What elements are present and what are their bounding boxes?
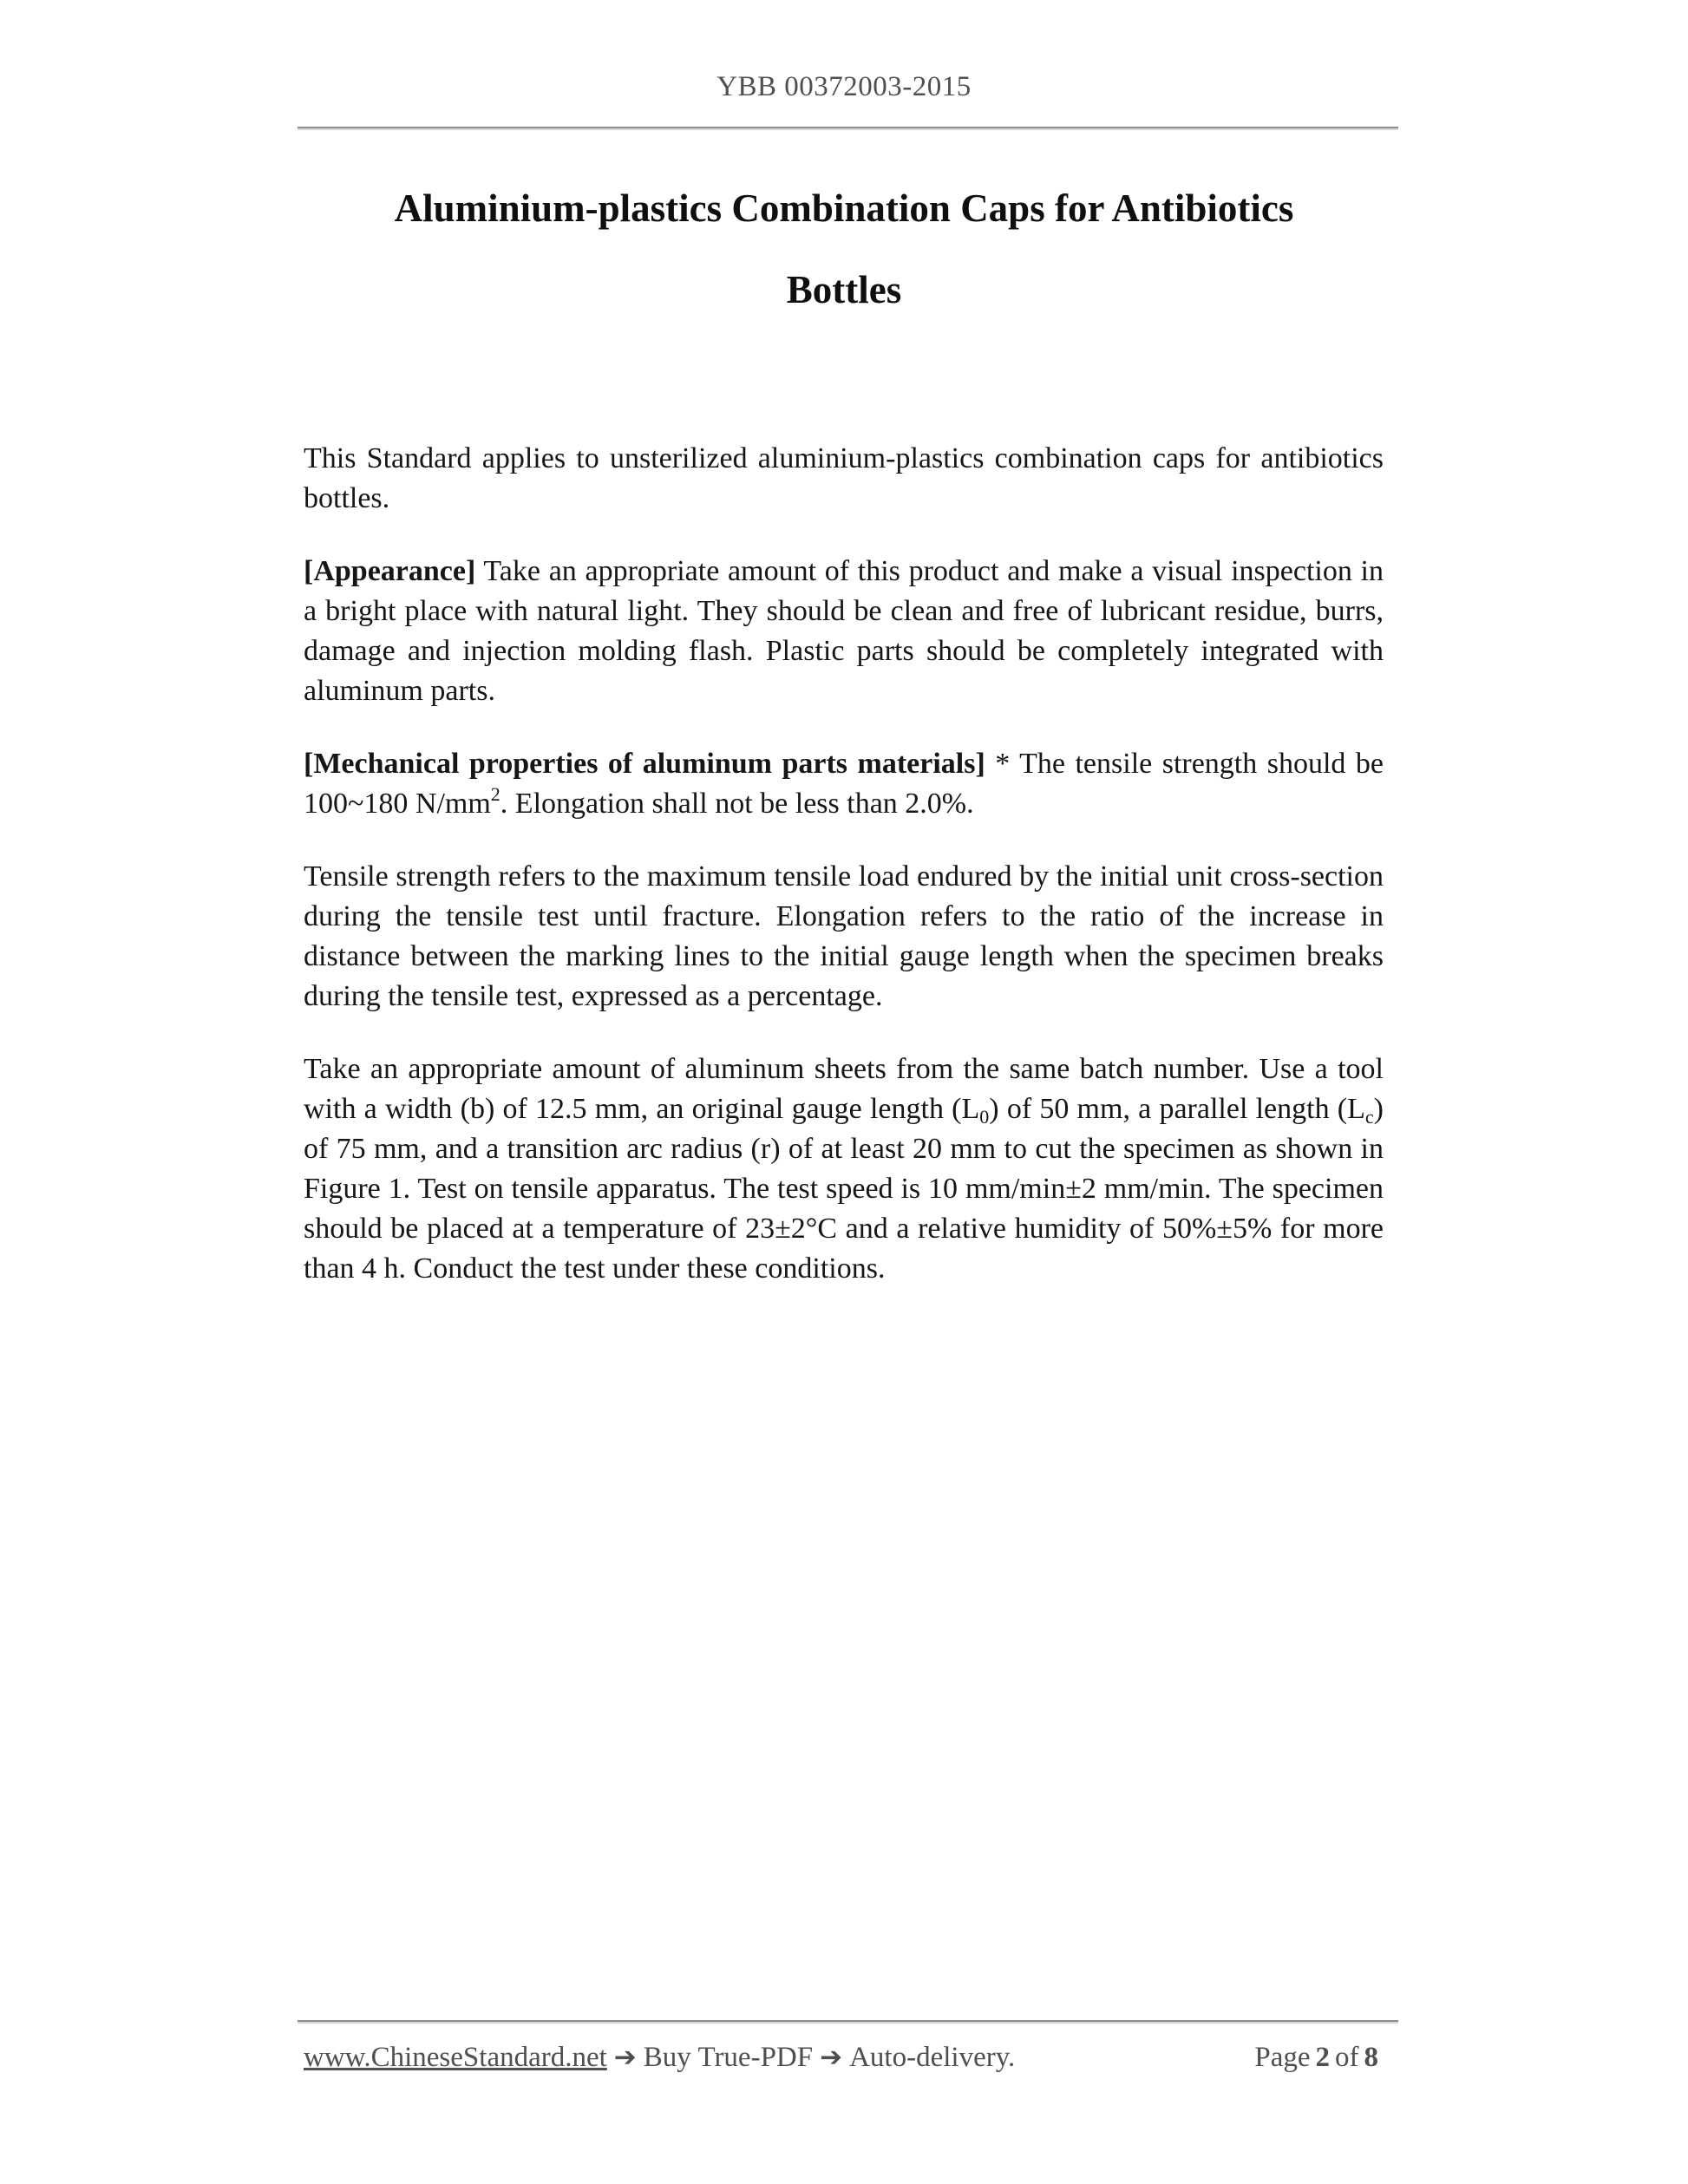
subscript-0: 0 [979,1106,990,1128]
appearance-text: Take an appropriate amount of this product and make a visual inspection in a bright place with natural light. They should be clean and free of lubricant residue, burrs, damage and injection molding flash. Plastic parts should be completely integrated with aluminum parts. [304,555,1384,707]
page-label: Page [1254,2042,1311,2073]
paragraph-appearance [304,552,1384,711]
footer-info [304,2038,1015,2076]
superscript-2: 2 [490,783,501,805]
paragraph-mechanical-properties [304,744,1384,824]
document-body [304,439,1384,1322]
title-line-1: Aluminium-plastics Combination Caps for Antibiotics [394,186,1294,230]
test-method-text-1: Take an appropriate amount of aluminum sheets from the same batch number. Use a tool with a width (b) of 12.5 mm, an original gauge length (L [304,1053,1384,1125]
total-page-count: 8 [1364,2042,1378,2073]
test-method-text-2: ) of 50 mm, a parallel length (L [989,1093,1365,1125]
paragraph-definitions [304,857,1384,1017]
tensile-strength-text: * The tensile strength should be 100~180 N/mm [304,748,1384,820]
document-title [0,167,1688,330]
definitions-text: Tensile strength refers to the maximum tensile load endured by the initial unit cross-section during the tensile test until fracture. Elongation refers to the ratio of the increase in distance between the marking lines to the initial gauge length when the specimen breaks during the tensile test, expressed as a percentage. [304,860,1384,1012]
appearance-heading: [Appearance] [304,555,476,587]
title-line-2: Bottles [786,268,902,311]
subscript-c: c [1364,1106,1374,1128]
header-divider [298,127,1398,128]
current-page-number: 2 [1315,2042,1330,2073]
test-method-text-3: ) of 75 mm, and a transition arc radius (r) of at least 20 mm to cut the specimen as shown in Figure 1. Test on tensile apparatus. The test speed is 10 mm/min±2 mm/min. The specimen should be placed at a temperature of 23±2°C and a relative humidity of 50%±5% for more than 4 h. Conduct the test under these conditions. [304,1093,1384,1285]
elongation-text: . Elongation shall not be less than 2.0%. [500,788,974,820]
buy-true-pdf-label: Buy True-PDF [643,2042,814,2073]
page-footer [304,2038,1384,2076]
paragraph-test-method [304,1049,1384,1289]
paragraph-scope [304,439,1384,519]
auto-delivery-label: Auto-delivery. [849,2042,1016,2073]
scope-text: This Standard applies to unsterilized aluminium-plastics combination caps for antibiotics bottles. [304,442,1384,514]
standard-number: YBB 00372003-2015 [716,71,972,102]
arrow-right-icon: ➔ [820,2042,843,2073]
footer-divider [298,2020,1398,2022]
website-link[interactable]: www.ChineseStandard.net [304,2042,607,2073]
page-indicator [1254,2038,1384,2076]
mechanical-properties-heading: [Mechanical properties of aluminum parts materials] [304,748,985,780]
arrow-right-icon: ➔ [613,2042,637,2073]
of-label: of [1335,2042,1359,2073]
